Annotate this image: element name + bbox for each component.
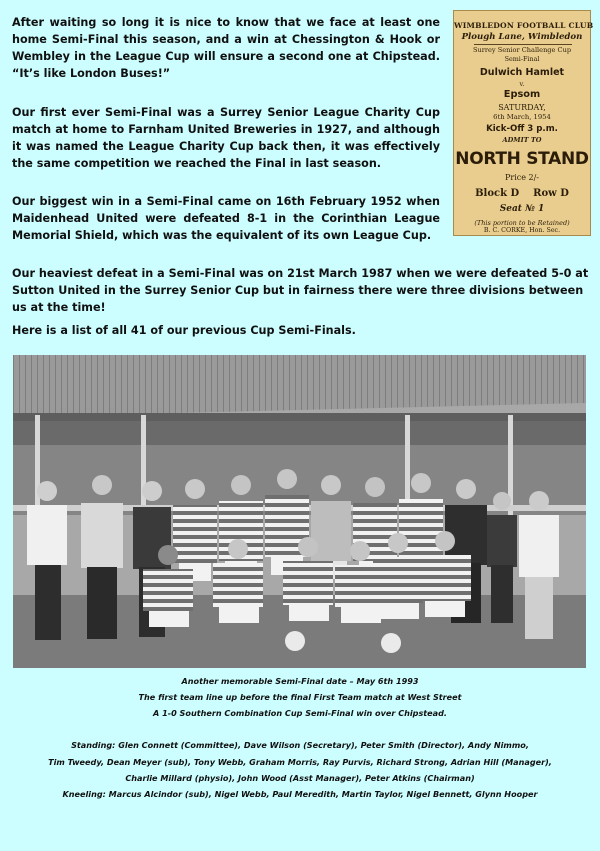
- ticket-price: Price 2/-: [504, 173, 539, 182]
- ticket-club: WIMBLEDON FOOTBALL CLUB: [454, 21, 594, 30]
- ticket-ground: Plough Lane, Wimbledon: [461, 32, 583, 42]
- ticket-date: 6th March, 1954: [493, 113, 551, 121]
- photo-caption-line: A 1-0 Southern Combination Cup Semi-Final win over Chipstead.: [153, 708, 447, 718]
- team-kneeling-line: Kneeling: Marcus Alcindor (sub), Nigel Webb, Paul Meredith, Martin Taylor, Nigel Bennett, Glynn Hooper: [62, 789, 538, 799]
- ticket-divider: [474, 44, 572, 45]
- ticket-seat: Seat № 1: [499, 204, 545, 214]
- ticket-block-row: Block D Row D: [475, 188, 569, 199]
- list-intro-paragraph: Here is a list of all 41 of our previous Cup Semi-Finals.: [12, 324, 356, 337]
- ticket-stage: Semi-Final: [504, 55, 540, 63]
- team-standing-line: Standing: Glen Connett (Committee), Dave Wilson (Secretary), Peter Smith (Director), Andy Nimmo,: [71, 740, 529, 750]
- biggest-win-paragraph: Our biggest win in a Semi-Final came on 16th February 1952 when Maidenhead United were defeated 8-1 in the Corinthian League Memorial Shield, which was the equivalent of its own League Cup.: [12, 195, 440, 242]
- ticket-day: SATURDAY,: [498, 103, 546, 112]
- heaviest-defeat-paragraph: Our heaviest defeat in a Semi-Final was on 21st March 1987 when we were defeated 5-0 at Sutton United in the Surrey Senior Cup but in fairness there were three divisions between us at the time!: [12, 267, 589, 314]
- ticket-versus: v.: [519, 80, 525, 88]
- ticket-cup: Surrey Senior Challenge Cup: [472, 46, 572, 54]
- intro-paragraph: After waiting so long it is nice to know that we face at least one home Semi-Final this season, and a win at Chessington & Hook or Wembley in the League Cup will ensure a second one at Chipstead. “It’s like London Buses!”: [12, 16, 440, 80]
- ticket-away-team: Epsom: [503, 89, 541, 100]
- match-ticket: [453, 10, 594, 236]
- ticket-admit: ADMIT TO: [502, 136, 542, 144]
- ticket-kickoff: Kick-Off 3 p.m.: [486, 124, 558, 134]
- ticket-stand: NORTH STAND: [455, 149, 589, 169]
- photo-caption-line: The first team line up before the final First Team match at West Street: [138, 692, 462, 702]
- first-semi-final-paragraph: Our first ever Semi-Final was a Surrey Senior League Charity Cup match at home to Farnham United Breweries in 1927, and although it was named the League Charity Cup back then, it was effectively the same competition we reached the Final in last season.: [12, 106, 440, 170]
- ticket-retain-note: (This portion to be Retained): [474, 219, 570, 227]
- ticket-secretary: B. C. CORKE, Hon. Sec.: [483, 227, 561, 234]
- team-standing-line: Tim Tweedy, Dean Meyer (sub), Tony Webb, Graham Morris, Ray Purvis, Richard Strong, Adrian Hill (Manager),: [48, 757, 552, 767]
- team-standing-line: Charlie Millard (physio), John Wood (Asst Manager), Peter Atkins (Chairman): [125, 773, 475, 783]
- team-photo: [13, 355, 586, 668]
- photo-caption-title: Another memorable Semi-Final date – May 6th 1993: [181, 676, 419, 686]
- ticket-home-team: Dulwich Hamlet: [479, 67, 565, 78]
